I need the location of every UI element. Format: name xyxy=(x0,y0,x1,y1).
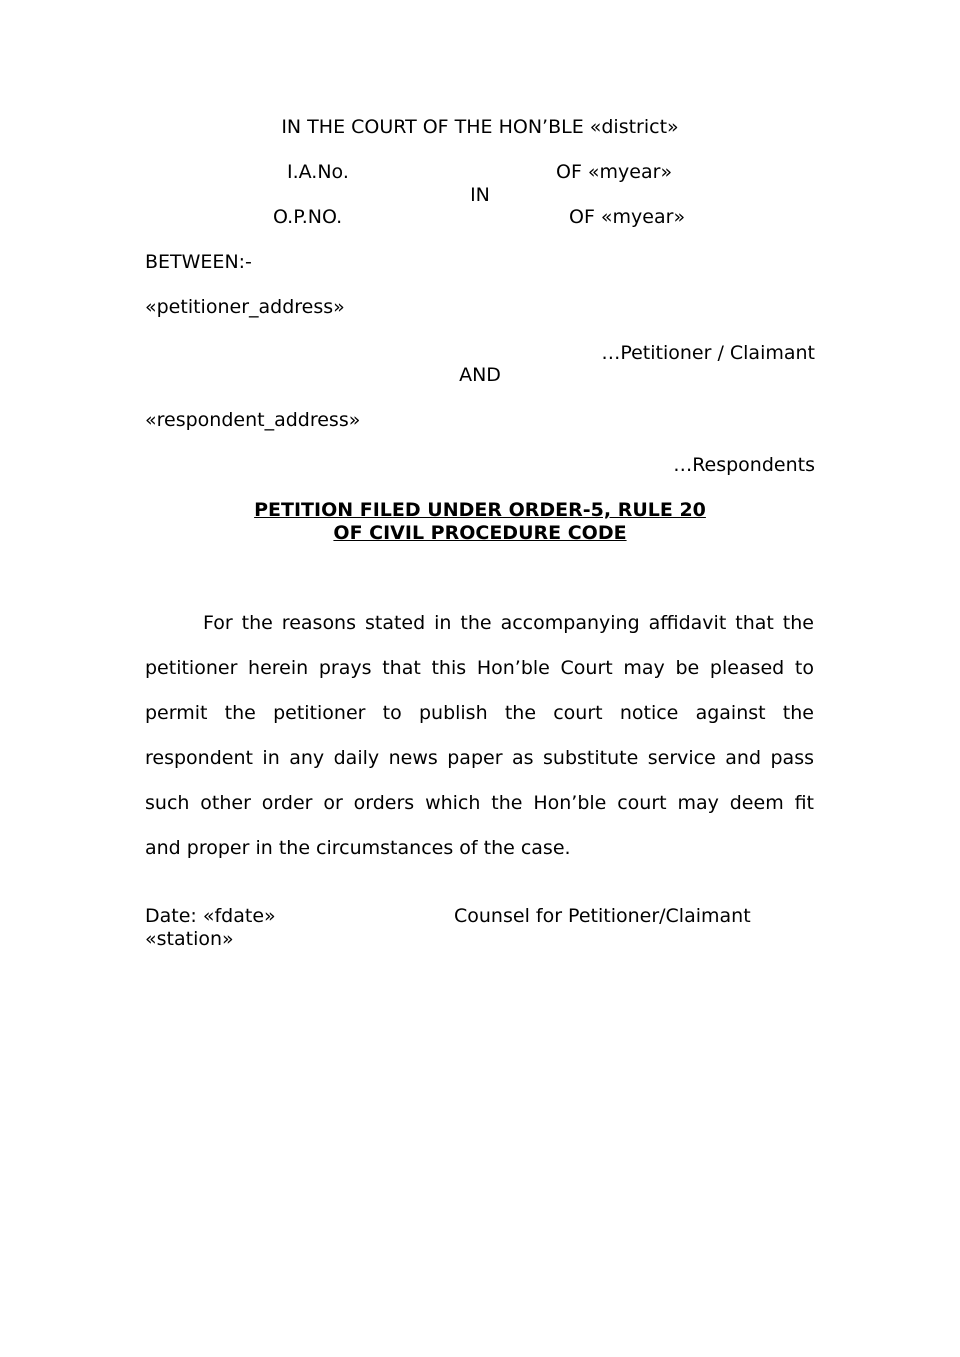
body-line: respondent in any daily news paper as substitute service and pass xyxy=(145,747,814,769)
ia-number-label: I.A.No. xyxy=(287,161,349,183)
date-label: Date: «fdate» xyxy=(145,905,276,927)
op-number-label: O.P.NO. xyxy=(273,206,343,228)
and-label: AND xyxy=(459,364,501,386)
petition-title-line1: PETITION FILED UNDER ORDER-5, RULE 20 xyxy=(254,499,706,521)
respondent-role: …Respondents xyxy=(673,454,815,476)
body-line: permit the petitioner to publish the court notice against the xyxy=(145,702,814,724)
court-heading: IN THE COURT OF THE HON’BLE «district» xyxy=(281,116,679,138)
op-year-label: OF «myear» xyxy=(569,206,686,228)
petition-body xyxy=(145,601,814,871)
petition-title-line2: OF CIVIL PROCEDURE CODE xyxy=(333,522,627,544)
body-line: such other order or orders which the Hon’ble court may deem fit xyxy=(145,792,814,814)
body-line: For the reasons stated in the accompanying affidavit that the xyxy=(203,612,814,634)
ia-year-label: OF «myear» xyxy=(556,161,673,183)
respondent-address: «respondent_address» xyxy=(145,409,361,431)
petitioner-address: «petitioner_address» xyxy=(145,296,345,318)
between-label: BETWEEN:- xyxy=(145,251,252,273)
body-line: and proper in the circumstances of the case. xyxy=(145,837,571,859)
petitioner-role: …Petitioner / Claimant xyxy=(601,342,815,364)
station-label: «station» xyxy=(145,928,234,950)
counsel-label: Counsel for Petitioner/Claimant xyxy=(454,905,751,927)
in-label: IN xyxy=(470,184,490,206)
body-line: petitioner herein prays that this Hon’ble Court may be pleased to xyxy=(145,657,814,679)
